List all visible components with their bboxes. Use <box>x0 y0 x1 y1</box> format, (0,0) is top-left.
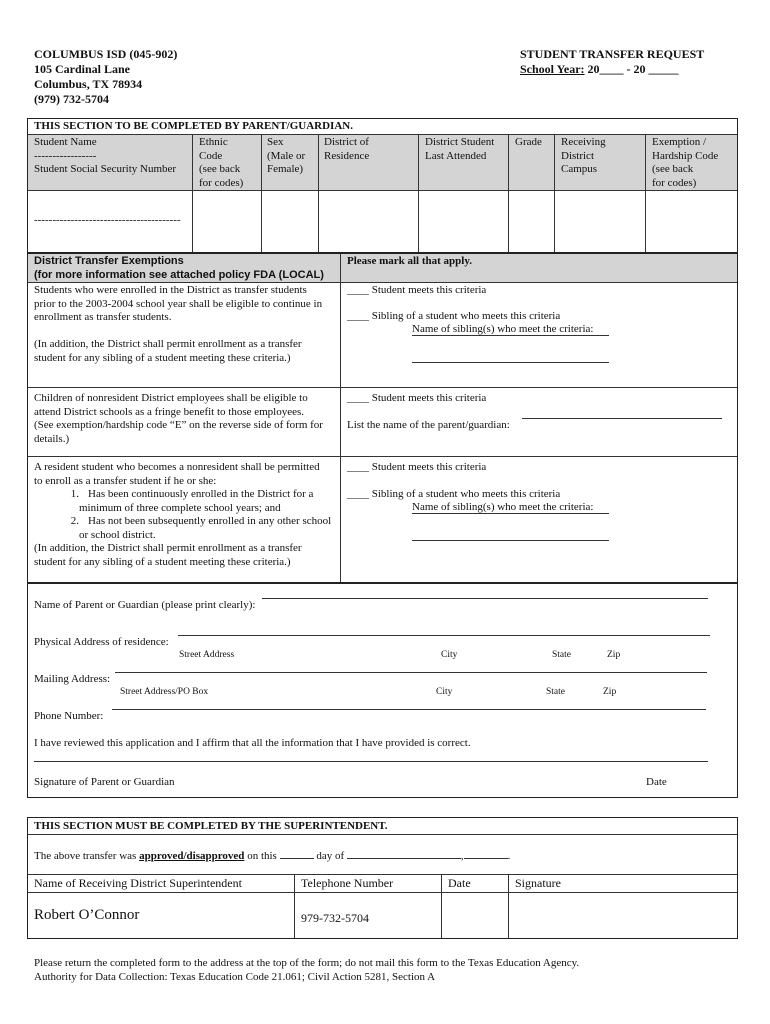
parent-name-line[interactable] <box>262 598 708 599</box>
phone-label: Phone Number: <box>34 710 104 722</box>
exemption-1-sibling-line-2[interactable] <box>412 362 609 363</box>
exemption-2-text: Children of nonresident District employees shall be eligible to attend District schools as a fringe benefit to those employees. (See exemption/hardship code “E” on the reverse side of form for details.) <box>34 392 323 445</box>
exemptions-title: District Transfer Exemptions (for more information see attached policy FDA (LOCAL) <box>34 255 324 281</box>
mailing-zip-caption: Zip <box>603 687 617 697</box>
exemption-3-sibling-line-1[interactable] <box>412 513 609 514</box>
physical-address-line[interactable] <box>178 635 710 636</box>
col-ethnic-code: Ethnic Code (see back for codes) <box>199 136 244 189</box>
mailing-state-caption: State <box>546 687 565 697</box>
superintendent-name-value[interactable]: Robert O’Connor <box>34 907 140 923</box>
col-signature: Signature <box>515 876 561 890</box>
school-year-label: School Year: <box>520 62 585 76</box>
transfer-decision-line: The above transfer was approved/disapproved on this day of , . <box>34 850 511 862</box>
exemption-2-check-student[interactable]: ____ Student meets this criteria <box>347 392 487 404</box>
physical-street-caption: Street Address <box>179 650 235 660</box>
exemption-1-sibling-line-1[interactable] <box>412 335 609 336</box>
exemption-3-sibling-label: Name of sibling(s) who meet the criteria: <box>412 501 594 513</box>
district-address-block <box>34 47 177 107</box>
physical-city-caption: City <box>441 650 458 660</box>
signature-label: Signature of Parent or Guardian <box>34 776 175 788</box>
mailing-street-caption: Street Address/PO Box <box>120 687 209 697</box>
col-exemption-code: Exemption / Hardship Code (see back for codes) <box>652 136 719 189</box>
exemption-3-sibling-line-2[interactable] <box>412 540 609 541</box>
superintendent-phone-value[interactable]: 979-732-5704 <box>301 911 369 925</box>
date-label: Date <box>646 776 667 788</box>
col-telephone: Telephone Number <box>301 876 394 890</box>
exemption-1-check-student[interactable]: ____ Student meets this criteria <box>347 284 487 296</box>
col-district-residence: District of Residence <box>324 136 370 162</box>
student-name-divider: ---------------------------------------- <box>34 214 181 226</box>
superintendent-signature-field[interactable] <box>509 893 736 937</box>
exemption-1-sibling-label: Name of sibling(s) who meet the criteria: <box>412 323 594 335</box>
approval-status[interactable]: approved/disapproved <box>139 850 245 862</box>
affirmation-text: I have reviewed this application and I affirm that all the information that I have provided is correct. <box>34 737 471 749</box>
city-state-zip: Columbus, TX 78934 <box>34 77 143 91</box>
transfer-day-blank[interactable] <box>280 848 314 859</box>
phone-line[interactable] <box>112 709 706 710</box>
exemption-3-check-sibling[interactable]: ____ Sibling of a student who meets this criteria <box>347 488 561 500</box>
street-address: 105 Cardinal Lane <box>34 62 131 76</box>
superintendent-title: THIS SECTION MUST BE COMPLETED BY THE SUPERINTENDENT. <box>34 820 388 832</box>
student-name-input[interactable] <box>30 192 190 250</box>
exemption-3-check-student[interactable]: ____ Student meets this criteria <box>347 461 487 473</box>
col-sex: Sex (Male or Female) <box>267 136 306 175</box>
footer-instructions: Please return the completed form to the address at the top of the form; do not mail this form to the Texas Education Agency. Authority for Data Collection: Texas Education Code 21.061; Civil Action 5281, Section A <box>34 957 580 983</box>
district-phone: (979) 732-5704 <box>34 92 109 106</box>
exemption-1-check-sibling[interactable]: ____ Sibling of a student who meets this criteria <box>347 310 561 322</box>
transfer-month-blank[interactable] <box>347 848 461 859</box>
parent-section-title: THIS SECTION TO BE COMPLETED BY PARENT/GUARDIAN. <box>34 120 353 132</box>
exemption-2-parent-label: List the name of the parent/guardian: <box>347 419 510 431</box>
form-title: STUDENT TRANSFER REQUEST <box>520 47 705 61</box>
school-year-field[interactable]: 20____ - 20 _____ <box>587 62 679 76</box>
district-name: COLUMBUS ISD (045-902) <box>34 47 178 61</box>
transfer-year-blank[interactable] <box>464 848 508 859</box>
col-date: Date <box>448 876 471 890</box>
col-grade: Grade <box>515 136 542 148</box>
mailing-address-line[interactable] <box>115 672 707 673</box>
exemption-1-text: Students who were enrolled in the District as transfer students prior to the 2003-2004 school year shall be eligible to continue in enrollment as transfer students. (In addition, the District shall permit enrollment as a transfer student for any sibling of a student meeting these criteria.) <box>34 284 323 364</box>
physical-state-caption: State <box>552 650 571 660</box>
mark-all-header: Please mark all that apply. <box>347 255 472 267</box>
col-superintendent-name: Name of Receiving District Superintendent <box>34 876 242 890</box>
parent-name-label: Name of Parent or Guardian (please print clearly): <box>34 599 256 611</box>
col-last-attended: District Student Last Attended <box>425 136 495 162</box>
exemption-3-text: A resident student who becomes a nonresident shall be permitted to enroll as a transfer student if he or she: 1. Has been continuously enrolled in the District for a minimum of three complete school years; and 2. Has not been subsequently enrolled in any other school or school district. (In addition, the District shall permit enrollment as a transfer student for any sibling of a student meeting these criteria.) <box>34 461 332 568</box>
physical-zip-caption: Zip <box>607 650 621 660</box>
signature-line[interactable] <box>34 761 708 762</box>
col-student-name: Student Name ----------------- Student Social Security Number <box>34 136 177 175</box>
mailing-city-caption: City <box>436 687 453 697</box>
superintendent-date-field[interactable] <box>442 893 507 937</box>
form-title-block <box>520 47 704 77</box>
physical-address-label: Physical Address of residence: <box>34 636 169 648</box>
exemption-2-parent-line[interactable] <box>522 418 722 419</box>
mailing-address-label: Mailing Address: <box>34 673 111 685</box>
col-receiving-campus: Receiving District Campus <box>561 136 606 175</box>
